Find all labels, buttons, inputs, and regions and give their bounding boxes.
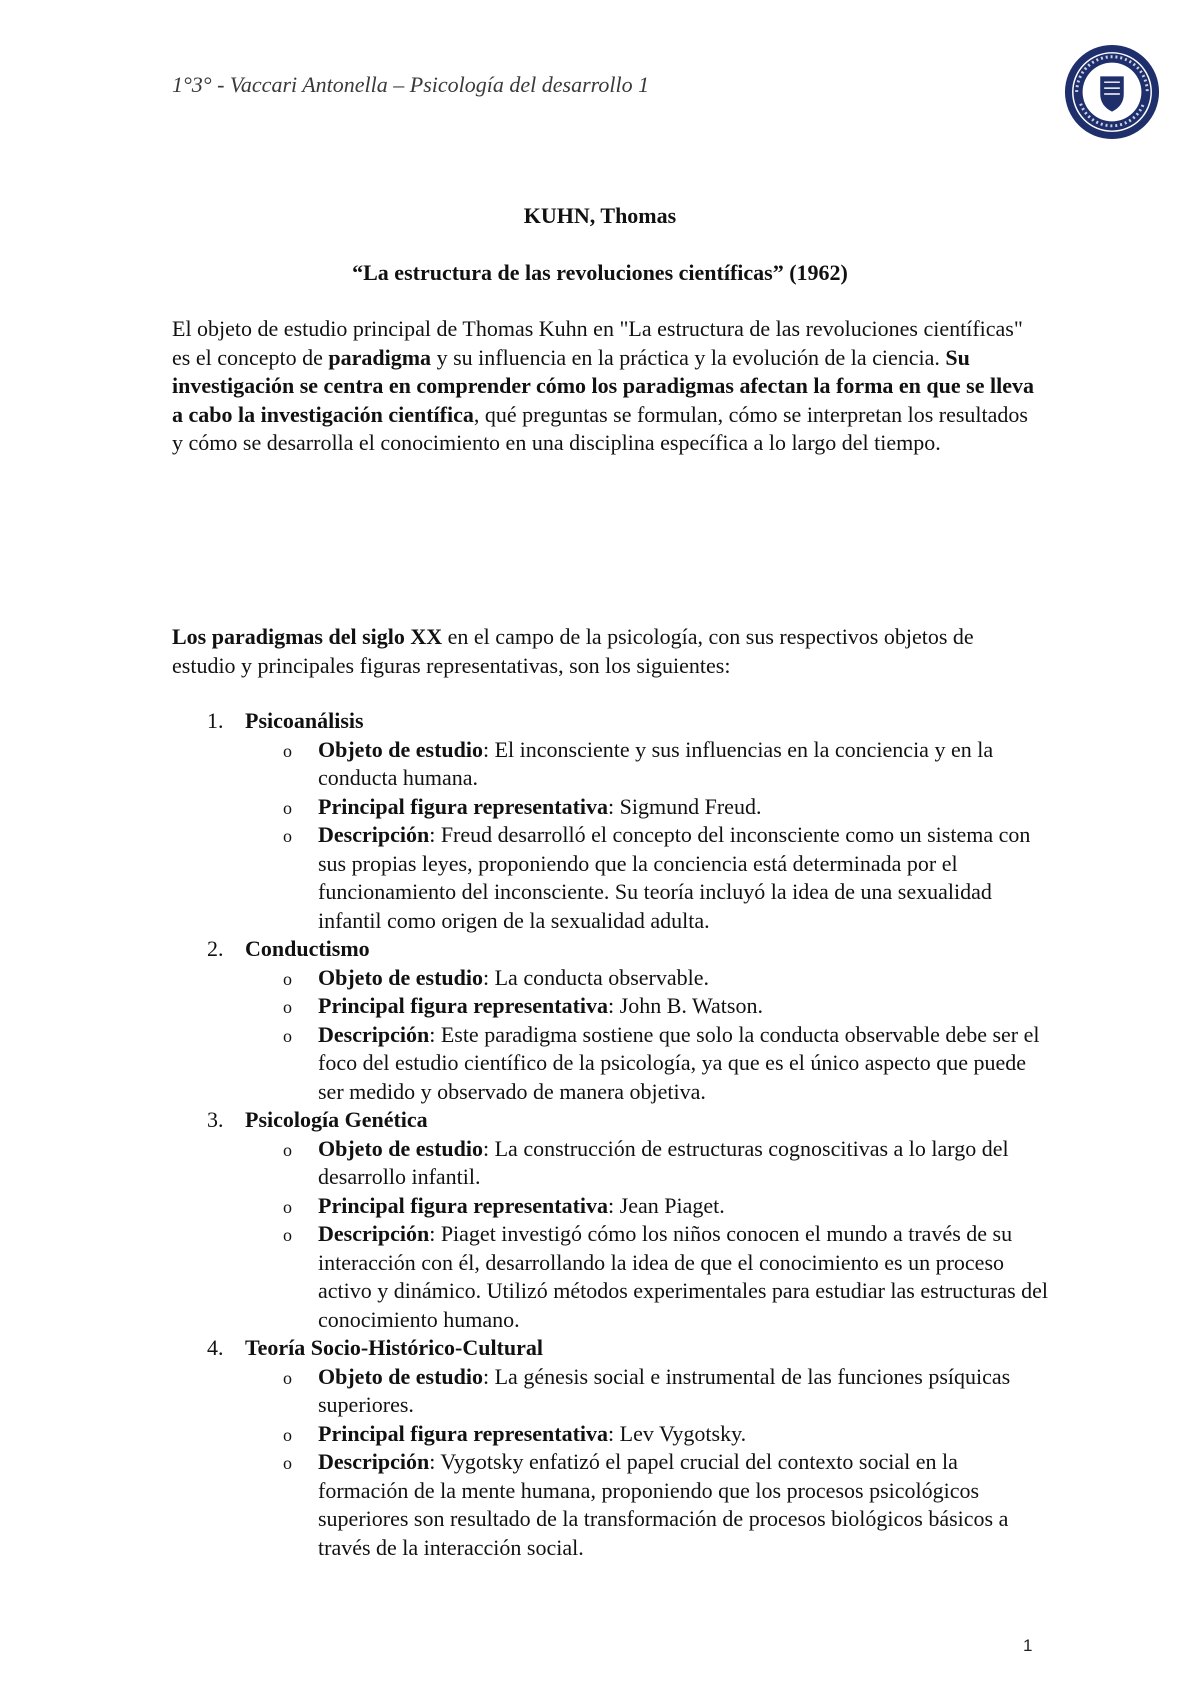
object-text: : La génesis social e instrumental de las funciones psíquicas superiores. — [318, 1363, 1011, 1417]
paradigm-name: Teoría Socio-Histórico-Cultural — [245, 1335, 543, 1360]
page-header: 1°3° - Vaccari Antonella – Psicología del desarrollo 1 — [172, 72, 650, 97]
intro-bold-focus: Su investigación se centra en comprender cómo los paradigmas afectan la forma en que se lleva a cabo la investigación científica — [172, 344, 1034, 427]
description-label: Descripción — [318, 1221, 430, 1246]
description-text: : Freud desarrolló el concepto del inconsciente como un sistema con sus propias leyes, proponiendo que la conciencia está determinada por el funcionamiento del inconsciente. Su teoría incluyó la idea de una sexualidad infantil como origen de la sexualidad adulta. — [318, 822, 1031, 933]
figure-bullet — [283, 1192, 1052, 1221]
bullet-icon: o — [283, 1225, 292, 1245]
bullet-icon: o — [283, 1025, 292, 1046]
description-text: : Vygotsky enfatizó el papel crucial del contexto social en la formación de la mente humana, proponiendo que los procesos psicológicos superiores son resultado de la transformación de procesos biológicos básicos a través de la interacción social. — [318, 1449, 1009, 1560]
intro-text-2: y su influencia en la práctica y la evolución de la ciencia. — [431, 344, 946, 370]
description-bullet — [283, 1448, 1052, 1562]
page-number: 1 — [1023, 1636, 1033, 1655]
description-bullet — [283, 1220, 1052, 1334]
paradigm-item-psicoanalisis — [172, 707, 1052, 935]
figure-label: Principal figura representativa — [318, 1192, 609, 1218]
object-label: Objeto de estudio — [318, 736, 483, 762]
figure-text: : Sigmund Freud. — [608, 793, 762, 819]
bullet-icon: o — [283, 1139, 292, 1160]
school-seal-icon — [1063, 43, 1161, 141]
figure-label: Principal figura representativa — [318, 793, 609, 819]
paradigm-item-psicologia-genetica — [172, 1106, 1052, 1334]
paradigms-intro-bold: Los paradigmas del siglo XX — [172, 624, 443, 649]
object-label: Objeto de estudio — [318, 1135, 483, 1161]
object-bullet — [283, 736, 1052, 793]
list-number: 4. — [207, 1335, 224, 1360]
figure-bullet — [283, 1420, 1052, 1449]
list-number: 3. — [207, 1107, 224, 1132]
figure-bullet — [283, 793, 1052, 822]
bullet-icon: o — [283, 797, 292, 818]
bullet-icon: o — [283, 997, 292, 1017]
bullet-icon: o — [283, 1424, 292, 1445]
work-title: “La estructura de las revoluciones científicas” (1962) — [352, 260, 848, 285]
description-label: Descripción — [318, 1449, 430, 1474]
bullet-icon: o — [283, 1367, 292, 1388]
list-number: 1. — [207, 708, 224, 733]
intro-bold-paradigma: paradigma — [328, 344, 432, 370]
object-bullet — [283, 1135, 1052, 1192]
bullet-icon: o — [283, 826, 292, 846]
object-text: : El inconsciente y sus influencias en la conciencia y en la conducta humana. — [318, 736, 994, 790]
figure-bullet — [283, 992, 1052, 1021]
object-bullet — [283, 964, 1052, 993]
figure-text: : Jean Piaget. — [608, 1192, 725, 1218]
object-text: : La conducta observable. — [483, 964, 710, 990]
bullet-icon: o — [283, 740, 292, 761]
object-label: Objeto de estudio — [318, 1363, 483, 1389]
description-label: Descripción — [318, 1021, 430, 1047]
description-bullet — [283, 1021, 1052, 1107]
paradigms-list — [172, 707, 1052, 1562]
paradigms-intro-paragraph — [172, 623, 1042, 680]
description-text: : Este paradigma sostiene que solo la conducta observable debe ser el foco del estudio científico de la psicología, ya que es el único aspecto que puede ser medido y observado de manera objetiva. — [318, 1021, 1040, 1104]
description-bullet — [283, 821, 1052, 935]
figure-label: Principal figura representativa — [318, 993, 609, 1018]
object-bullet — [283, 1363, 1052, 1420]
bullet-icon: o — [283, 968, 292, 989]
object-label: Objeto de estudio — [318, 964, 483, 990]
list-number: 2. — [207, 936, 224, 961]
object-text: : La construcción de estructuras cognoscitivas a lo largo del desarrollo infantil. — [318, 1135, 1009, 1189]
paradigm-item-socio-historico-cultural — [172, 1334, 1052, 1562]
figure-label: Principal figura representativa — [318, 1420, 609, 1446]
paradigms-intro-text: en el campo de la psicología, con sus respectivos objetos de estudio y principales figuras representativas, son los siguientes: — [172, 624, 974, 678]
paradigm-item-conductismo — [172, 935, 1052, 1106]
paradigm-name: Conductismo — [245, 936, 370, 961]
author-title: KUHN, Thomas — [523, 203, 677, 228]
figure-text: : John B. Watson. — [608, 993, 763, 1018]
description-text: : Piaget investigó cómo los niños conocen el mundo a través de su interacción con él, desarrollando la idea de que el conocimiento es un proceso activo y dinámico. Utilizó métodos experimentales para estudiar las estructuras del conocimiento humano. — [318, 1221, 1049, 1332]
figure-text: : Lev Vygotsky. — [608, 1420, 747, 1446]
intro-text-3: , qué preguntas se formulan, cómo se interpretan los resultados y cómo se desarrolla el conocimiento en una disciplina específica a lo largo del tiempo. — [172, 401, 1028, 455]
intro-text-1: El objeto de estudio principal de Thomas Kuhn en "La estructura de las revoluciones científicas" es el concepto de — [172, 316, 1023, 370]
bullet-icon: o — [283, 1196, 292, 1217]
paradigm-name: Psicoanálisis — [245, 708, 364, 733]
intro-paragraph — [172, 315, 1042, 458]
paradigm-name: Psicología Genética — [245, 1107, 428, 1132]
description-label: Descripción — [318, 822, 430, 847]
bullet-icon: o — [283, 1453, 292, 1473]
